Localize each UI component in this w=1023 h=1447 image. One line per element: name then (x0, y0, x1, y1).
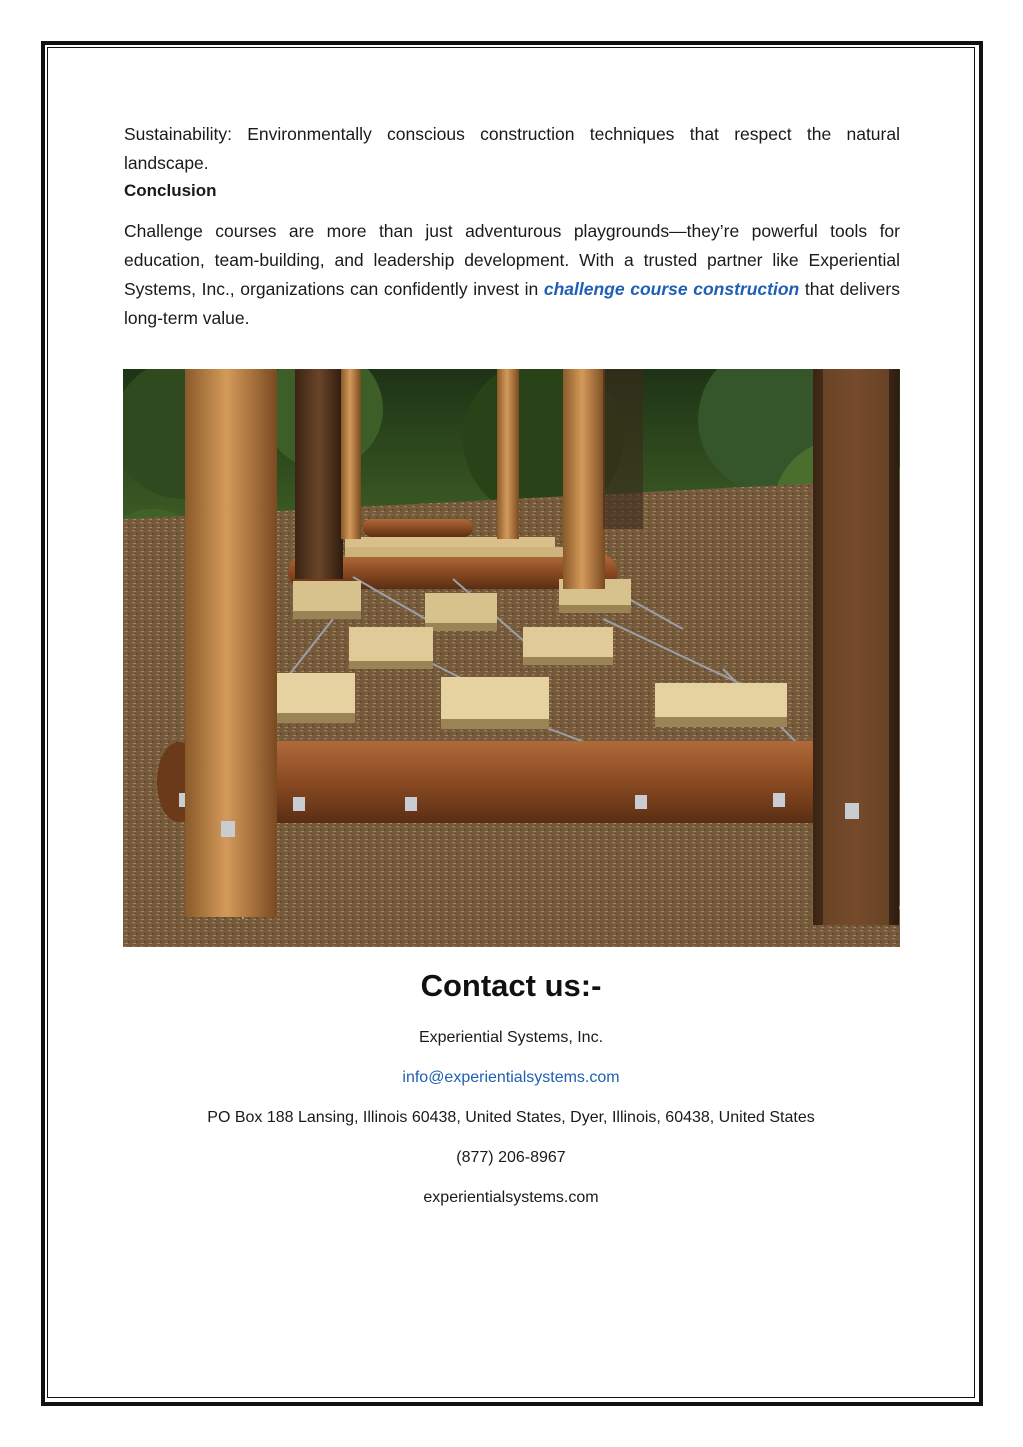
sustainability-paragraph: Sustainability: Environmentally conscious construction techniques that respect the natural landscape. (124, 124, 900, 173)
article-body (124, 120, 900, 333)
conclusion-tail: that delivers long-term value. (124, 279, 900, 328)
contact-phone: (877) 206-8967 (456, 1149, 566, 1166)
contact-email-link[interactable]: info@experientialsystems.com (402, 1069, 620, 1086)
conclusion-paragraph (124, 217, 900, 333)
challenge-course-photo (123, 369, 900, 947)
contact-heading: Contact us:- (420, 968, 602, 1003)
contact-website: experientialsystems.com (423, 1189, 599, 1206)
challenge-course-construction-link[interactable]: challenge course construction (543, 279, 800, 299)
contact-address: PO Box 188 Lansing, Illinois 60438, United States, Dyer, Illinois, 60438, United States (207, 1109, 815, 1126)
conclusion-text: Challenge courses are more than just adventurous playgrounds—they’re powerful tools for education, team-building, and leadership development. With a trusted partner like Experiential Systems, Inc., organizations can confidently invest in (124, 221, 900, 299)
contact-section (48, 964, 974, 1208)
conclusion-heading: Conclusion (124, 181, 217, 200)
company-name: Experiential Systems, Inc. (418, 1029, 604, 1046)
